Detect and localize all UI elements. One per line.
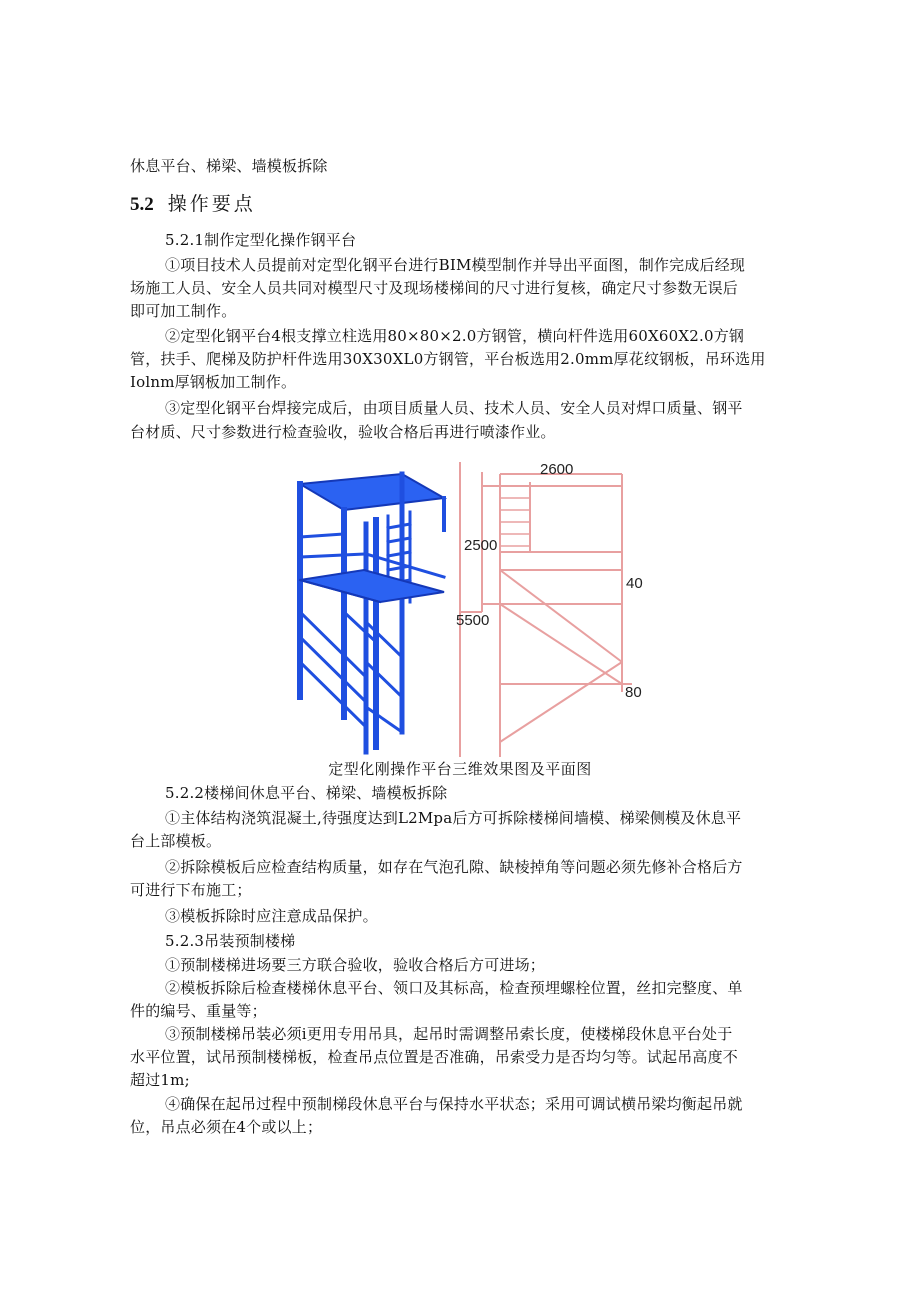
platform-figure	[292, 462, 652, 757]
paragraph-line: 场施工人员、安全人员共同对模型尺寸及现场楼梯间的尺寸进行复核，确定尺寸参数无误后	[130, 279, 739, 297]
section-number: 5.2	[130, 194, 154, 215]
paragraph-line: ①项目技术人员提前对定型化钢平台进行BIM模型制作并导出平面图，制作完成后经现	[165, 256, 746, 274]
paragraph-line: 台材质、尺寸参数进行检查验收，验收合格后再进行喷漆作业。	[130, 423, 556, 441]
platform-drawing	[292, 462, 652, 757]
dimension-side: 40	[626, 575, 643, 592]
text-line: 休息平台、梯梁、墙模板拆除	[130, 157, 328, 175]
paragraph-line: ①预制楼梯进场要三方联合验收，验收合格后方可进场；	[165, 956, 546, 974]
platform-plan-drawing	[460, 462, 632, 757]
paragraph-line: 即可加工制作。	[130, 302, 237, 320]
paragraph-line: 位，吊点必须在4个或以上；	[130, 1118, 323, 1136]
subsection-title: 5.2.3吊装预制楼梯	[165, 932, 296, 950]
section-title: 操作要点	[167, 193, 256, 215]
paragraph-line: ②定型化钢平台4根支撑立柱选用80×80×2.0方钢管，横向杆件选用60X60X2.0方钢	[165, 327, 745, 345]
paragraph-line: ②拆除模板后应检查结构质量，如存在气泡孔隙、缺棱掉角等问题必须先修补合格后方	[165, 858, 743, 876]
paragraph-line: ②模板拆除后检查楼梯休息平台、领口及其标高，检查预埋螺栓位置，丝扣完整度、单	[165, 979, 743, 997]
section-heading	[130, 192, 256, 217]
dimension-upper: 2500	[464, 537, 498, 554]
paragraph-line: ①主体结构浇筑混凝土,待强度达到L2Mpa后方可拆除楼梯间墙模、梯梁侧模及休息平	[165, 809, 742, 827]
paragraph-line: ③预制楼梯吊装必须i更用专用吊具，起吊时需调整吊索长度，使楼梯段休息平台处于	[165, 1025, 733, 1043]
paragraph-line: 件的编号、重量等；	[130, 1002, 267, 1020]
paragraph-line: 水平位置，试吊预制楼梯板，检查吊点位置是否准确，吊索受力是否均匀等。试起吊高度不	[130, 1048, 739, 1066]
figure-caption: 定型化刚操作平台三维效果图及平面图	[328, 760, 592, 778]
paragraph-line: 超过1m;	[130, 1071, 190, 1089]
paragraph-line: ④确保在起吊过程中预制梯段休息平台与保持水平状态；采用可调试横吊梁均衡起吊就	[165, 1095, 743, 1113]
paragraph-line: 台上部模板。	[130, 832, 222, 850]
paragraph-line: ③定型化钢平台焊接完成后，由项目质量人员、技术人员、安全人员对焊口质量、钢平	[165, 399, 743, 417]
subsection-title: 5.2.1制作定型化操作钢平台	[165, 231, 357, 249]
paragraph-line: ③模板拆除时应注意成品保护。	[165, 907, 378, 925]
dimension-width: 2600	[540, 462, 574, 478]
dimension-bottom: 80	[625, 684, 642, 701]
paragraph-line: 可进行下布施工；	[130, 881, 252, 899]
paragraph-line: 管，扶手、爬梯及防护杆件选用30X30XL0方钢管，平台板选用2.0mm厚花纹钢板，吊环选用	[130, 350, 766, 368]
subsection-title: 5.2.2楼梯间休息平台、梯梁、墙模板拆除	[165, 784, 448, 802]
paragraph-line: Iolnm厚钢板加工制作。	[130, 373, 297, 391]
platform-3d-model	[300, 474, 444, 752]
dimension-total: 5500	[456, 612, 490, 629]
